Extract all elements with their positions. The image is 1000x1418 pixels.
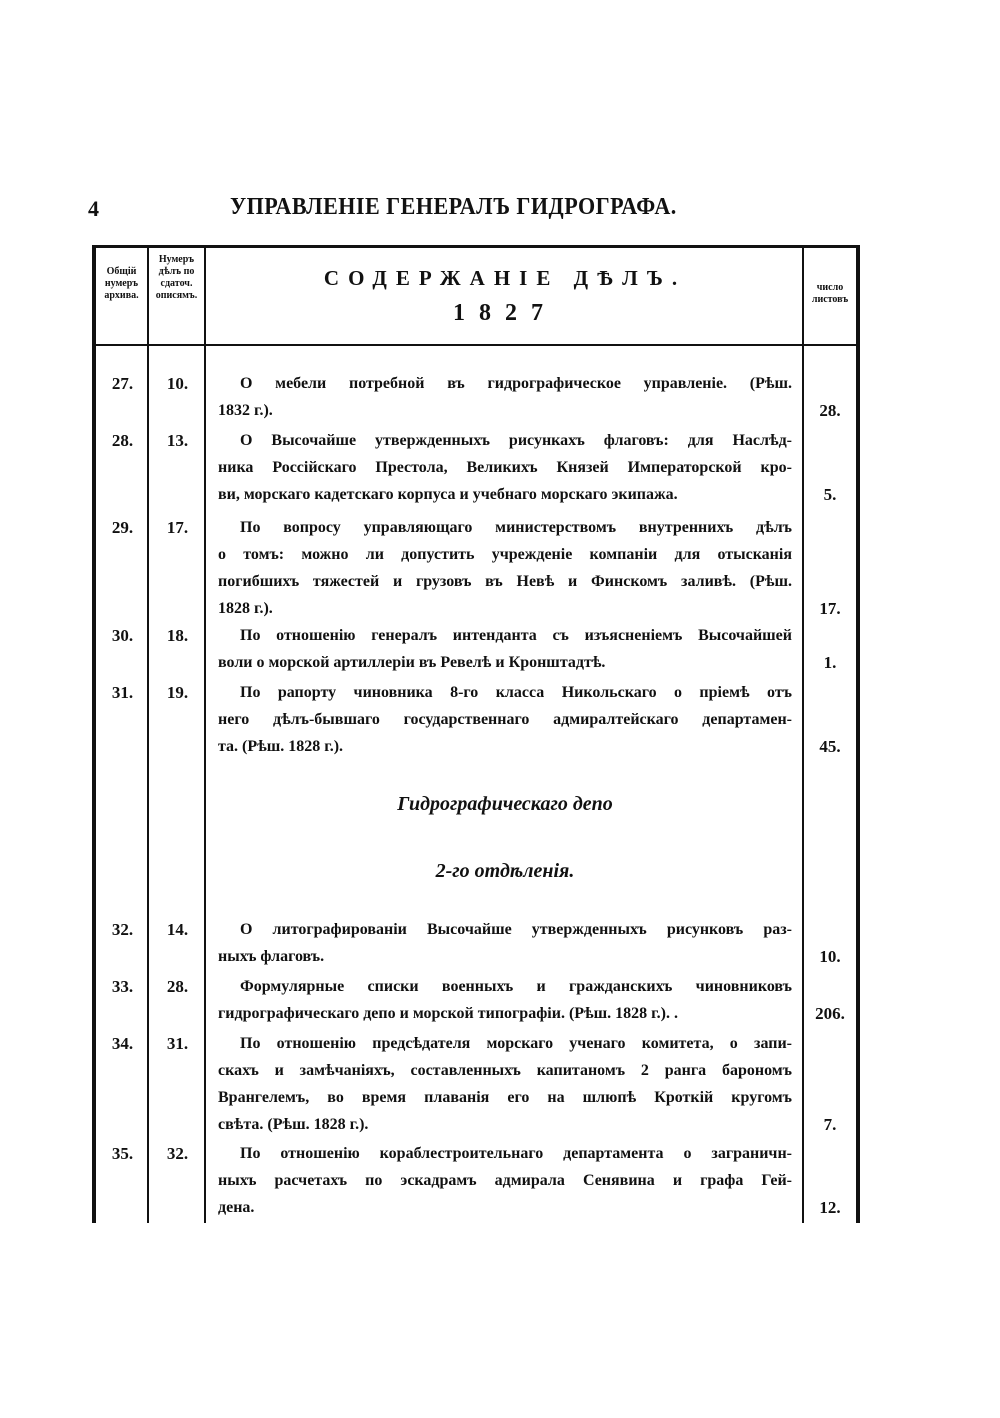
sheet-count: 28. xyxy=(819,401,841,420)
entry-line: Формулярные списки военныхъ и гражданскихъ чиновниковъ xyxy=(240,978,792,995)
header-archive-number: Общій нумеръ архива. xyxy=(104,266,139,301)
entry-text xyxy=(218,370,792,424)
section-subheading: 2-го отдѣленія. xyxy=(435,860,575,882)
entry-line: о томъ: можно ли допустить учрежденіе компаніи для отысканія xyxy=(218,546,792,563)
header-inventory-number: Нумеръ дѣлъ по сдаточ. описямъ. xyxy=(155,254,198,301)
sheet-count: 45. xyxy=(819,737,841,756)
entry-line: ника Россійскаго Престола, Великихъ Князей Императорской кро- xyxy=(218,459,792,476)
inventory-number: 13. xyxy=(166,431,189,450)
sheet-count: 7. xyxy=(823,1115,837,1134)
page-number: 4 xyxy=(88,196,99,221)
entry-line: дена. xyxy=(218,1199,255,1216)
entry-line: ныхъ флаговъ. xyxy=(218,948,325,965)
sheet-count: 1. xyxy=(823,653,837,672)
entry-text xyxy=(218,514,792,622)
header-sheets: число листовъ xyxy=(811,282,849,305)
header-year: 1827 xyxy=(453,300,557,326)
sheet-count: 12. xyxy=(819,1198,841,1217)
entry-line: воли о морской артиллеріи въ Ревелѣ и Кронштадтѣ. xyxy=(218,654,606,671)
sheet-count: 17. xyxy=(819,599,841,618)
entry-line: По рапорту чиновника 8-го класса Никольскаго о пріемѣ отъ xyxy=(240,684,792,701)
entry-line: По отношенію кораблестроительнаго департамента о заграничн- xyxy=(240,1145,792,1162)
archive-number: 28. xyxy=(111,431,134,450)
header-divider xyxy=(96,344,856,346)
inventory-number: 18. xyxy=(166,626,189,645)
entry-line: По отношенію генералъ интенданта съ изъясненіемъ Высочайшей xyxy=(240,627,792,644)
entry-text xyxy=(218,916,792,970)
entry-line: 1828 г.). xyxy=(218,600,273,617)
archive-table xyxy=(92,245,860,1223)
sheet-count: 206. xyxy=(815,1004,845,1023)
entry-line: погибшихъ тяжестей и грузовъ въ Невѣ и Финскомъ заливѣ. (Рѣш. xyxy=(218,573,792,590)
archive-number: 32. xyxy=(111,920,134,939)
archive-number: 27. xyxy=(111,374,134,393)
entry-text xyxy=(218,973,792,1027)
inventory-number: 17. xyxy=(166,518,189,537)
entry-line: 1832 г.). xyxy=(218,402,273,419)
entry-line: Врангелемъ, во время плаванія его на шлюпѣ Кроткій кругомъ xyxy=(218,1089,792,1106)
archive-number: 31. xyxy=(111,683,134,702)
entry-line: ныхъ расчетахъ по эскадрамъ адмирала Сенявина и графа Гей- xyxy=(218,1172,792,1189)
inventory-number: 28. xyxy=(166,977,189,996)
entry-line: него дѣлъ-бывшаго государственнаго адмиралтейскаго департамен- xyxy=(218,711,792,728)
entry-line: та. (Рѣш. 1828 г.). xyxy=(218,738,344,755)
archive-number: 34. xyxy=(111,1034,134,1053)
inventory-number: 14. xyxy=(166,920,189,939)
entry-text xyxy=(218,427,792,508)
inventory-number: 10. xyxy=(166,374,189,393)
sheet-count: 5. xyxy=(823,485,837,504)
archive-number: 30. xyxy=(111,626,134,645)
inventory-number: 32. xyxy=(166,1144,189,1163)
archive-number: 33. xyxy=(111,977,134,996)
entry-text xyxy=(218,679,792,760)
header-contents: СОДЕРЖАНІЕ ДѢЛЪ. xyxy=(323,266,687,290)
sheet-count: 10. xyxy=(819,947,841,966)
entry-text xyxy=(218,622,792,676)
entry-text xyxy=(218,1140,792,1221)
entry-line: О литографированіи Высочайше утвержденныхъ рисунковъ раз- xyxy=(240,921,792,938)
running-head: УПРАВЛЕНІЕ ГЕНЕРАЛЪ ГИДРОГРАФА. xyxy=(230,194,677,220)
entry-line: О Высочайше утвержденныхъ рисункахъ флаговъ: для Наслѣд- xyxy=(240,432,792,449)
entry-line: По вопросу управляющаго министерствомъ внутреннихъ дѣлъ xyxy=(240,519,792,536)
entry-line: гидрографическаго депо и морской типографіи. (Рѣш. 1828 г.). . xyxy=(218,1005,678,1022)
archive-number: 35. xyxy=(111,1144,134,1163)
entry-line: ви, морскаго кадетскаго корпуса и учебнаго морскаго экипажа. xyxy=(218,486,678,503)
entry-line: По отношенію предсѣдателя морскаго ученаго комитета, о запи- xyxy=(240,1035,792,1052)
section-heading: Гидрографическаго депо xyxy=(397,793,613,815)
archive-number: 29. xyxy=(111,518,134,537)
entry-line: О мебели потребной въ гидрографическое управленіе. (Рѣш. xyxy=(240,375,792,392)
entry-text xyxy=(218,1030,792,1138)
inventory-number: 19. xyxy=(166,683,189,702)
inventory-number: 31. xyxy=(166,1034,189,1053)
entry-line: свѣта. (Рѣш. 1828 г.). xyxy=(218,1116,369,1133)
entry-line: скахъ и замѣчаніяхъ, составленныхъ капитаномъ 2 ранга барономъ xyxy=(218,1062,792,1079)
